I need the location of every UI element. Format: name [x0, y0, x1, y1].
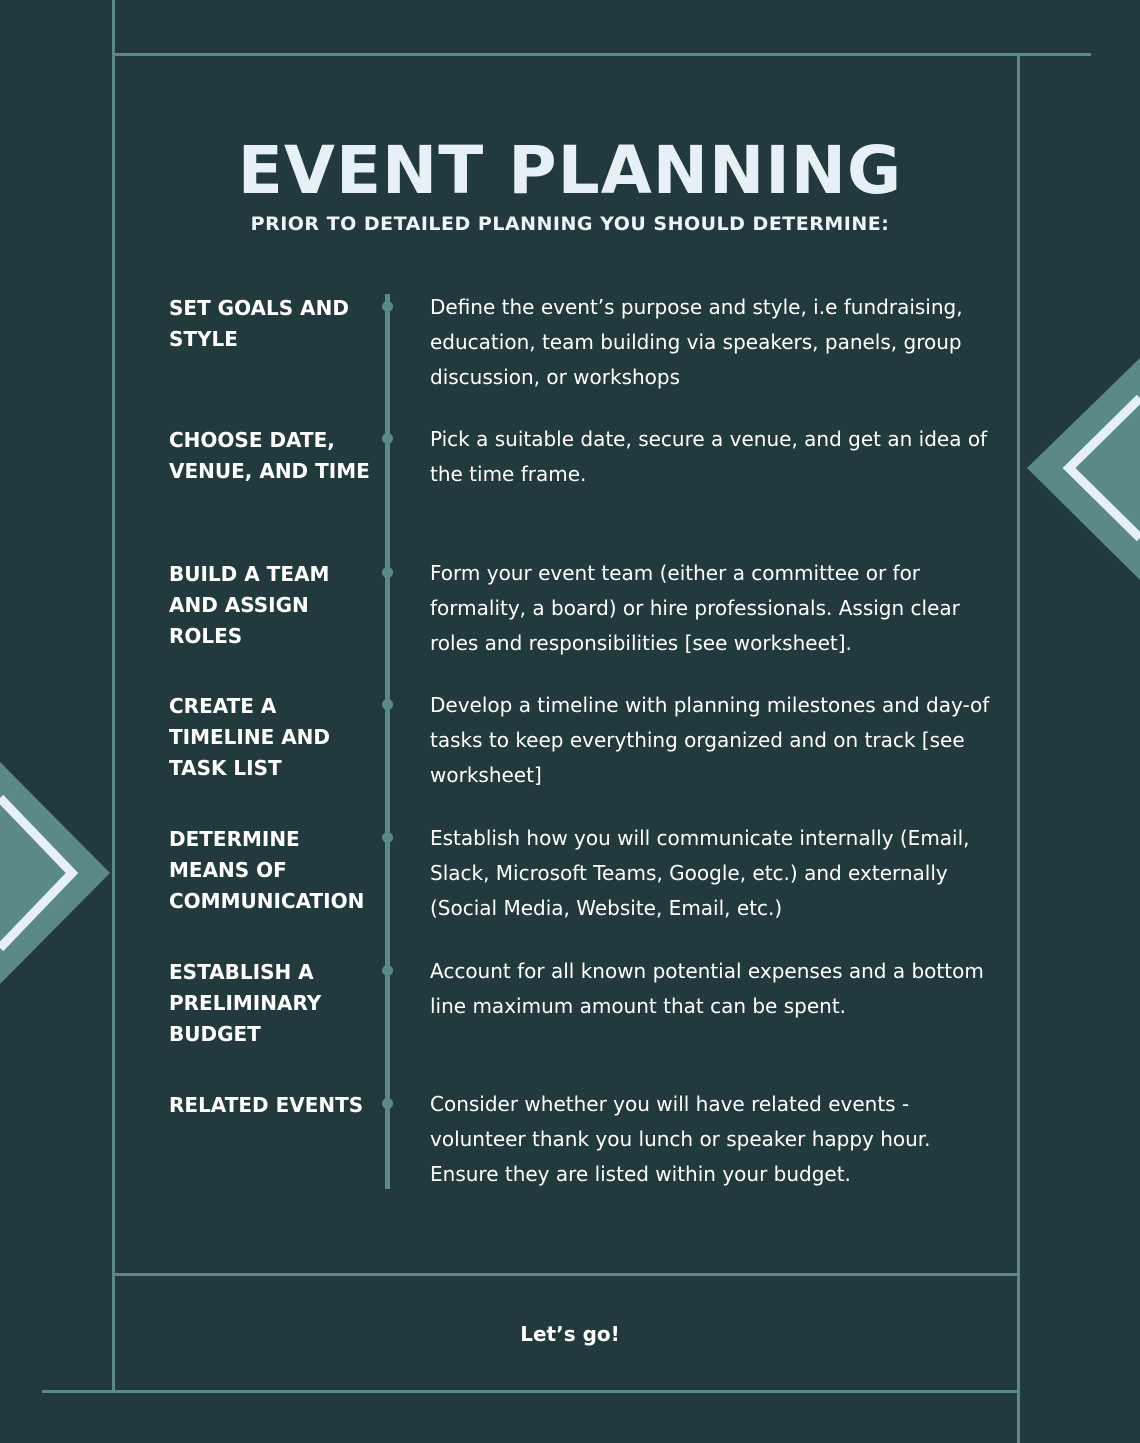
step-description: Account for all known potential expenses and a bottom line maximum amount that can be spent. [430, 959, 984, 1018]
timeline-dot [382, 699, 393, 710]
timeline-bar [385, 294, 390, 1189]
timeline-dot [382, 567, 393, 578]
page-title: EVENT PLANNING [237, 132, 903, 209]
timeline-dot [382, 832, 393, 843]
right-arrow-decoration [1027, 358, 1140, 580]
timeline-dot [382, 301, 393, 312]
step-description: Define the event’s purpose and style, i.e fundraising, education, team building via speakers, panels, group discussion, or workshops [430, 295, 963, 389]
step-title: RELATED EVENTS [169, 1093, 364, 1117]
left-arrow-decoration [0, 762, 110, 984]
timeline-dot [382, 965, 393, 976]
lets-go-text: Let’s go! [520, 1322, 620, 1346]
step-description: Consider whether you will have related events - volunteer thank you lunch or speaker happy hour. Ensure they are listed within your budget. [430, 1092, 931, 1186]
step-description: Pick a suitable date, secure a venue, and get an idea of the time frame. [430, 427, 988, 486]
step-description: Form your event team (either a committee or for formality, a board) or hire professionals. Assign clear roles and responsibilities [see worksheet]. [430, 561, 960, 655]
step-title: BUILD A TEAM AND ASSIGN ROLES [169, 562, 330, 648]
step-description: Establish how you will communicate internally (Email, Slack, Microsoft Teams, Google, etc.) and externally (Social Media, Website, Email, etc.) [430, 826, 970, 920]
page-subtitle: PRIOR TO DETAILED PLANNING YOU SHOULD DETERMINE: [250, 213, 890, 235]
step-title: SET GOALS AND STYLE [169, 296, 349, 351]
step-title: CREATE A TIMELINE AND TASK LIST [169, 694, 331, 780]
step-description: Develop a timeline with planning milestones and day-of tasks to keep everything organized and on track [see worksheet] [430, 693, 990, 787]
step-title: CHOOSE DATE, VENUE, AND TIME [169, 428, 370, 483]
step-title: DETERMINE MEANS OF COMMUNICATION [169, 827, 365, 913]
step-title: ESTABLISH A PRELIMINARY BUDGET [169, 960, 322, 1046]
timeline-dot [382, 433, 393, 444]
timeline-dot [382, 1098, 393, 1109]
